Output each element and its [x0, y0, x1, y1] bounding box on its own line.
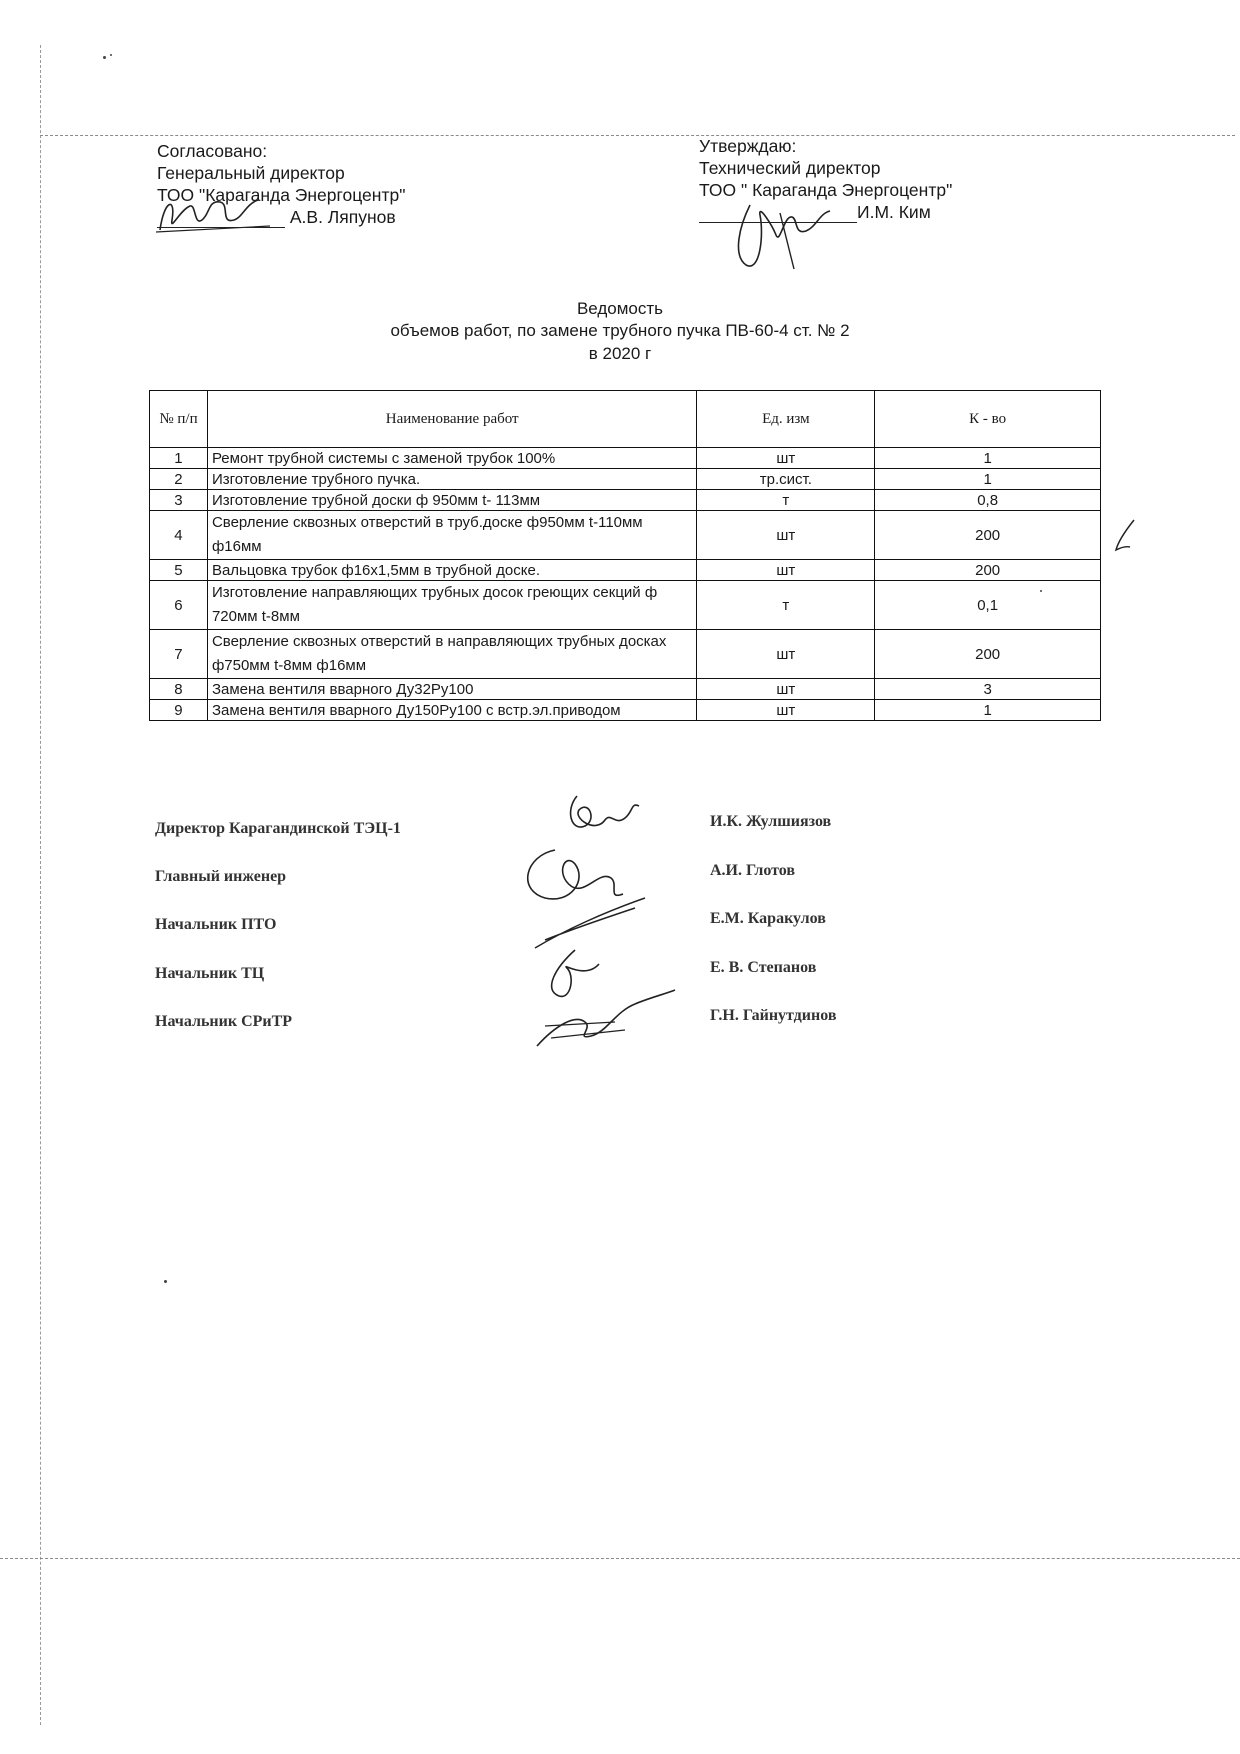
row-num: 5	[150, 560, 208, 581]
committee-name: Е. В. Степанов	[710, 959, 817, 976]
row-name: Изготовление трубной доски ф 950мм t- 113мм	[207, 490, 696, 511]
approval-left-label: Согласовано:	[157, 141, 268, 161]
table-row	[150, 469, 1101, 490]
row-name: Замена вентиля вварного Ду32Ру100	[207, 679, 696, 700]
row-qty: 0,1	[875, 581, 1101, 630]
signature-lyapunov	[150, 190, 280, 238]
row-qty: 200	[875, 560, 1101, 581]
signature-kim	[720, 195, 840, 275]
committee-position: Начальник ПТО	[155, 916, 277, 933]
row-num: 3	[150, 490, 208, 511]
row-num: 7	[150, 630, 208, 679]
committee-position: Начальник ТЦ	[155, 965, 265, 982]
row-name: Сверление сквозных отверстий в направляющих трубных досках ф750мм t-8мм ф16мм	[207, 630, 696, 679]
row-qty: 200	[875, 630, 1101, 679]
scan-bottom-border	[0, 1558, 1240, 1559]
row-num: 8	[150, 679, 208, 700]
row-unit: шт	[697, 511, 875, 560]
committee-name: А.И. Глотов	[710, 862, 796, 879]
row-qty: 200	[875, 511, 1101, 560]
committee-name: Г.Н. Гайнутдинов	[710, 1007, 837, 1024]
table-header-row	[150, 391, 1101, 448]
approval-right-name: И.М. Ким	[857, 202, 931, 222]
approval-right-label: Утверждаю:	[699, 136, 797, 156]
row-name: Сверление сквозных отверстий в труб.доске ф950мм t-110мм ф16мм	[207, 511, 696, 560]
approval-right-company: ТОО " Караганда Энергоцентр"	[699, 180, 953, 200]
header-unit: Ед. изм	[697, 391, 875, 448]
scan-top-border	[40, 135, 1235, 136]
row-qty: 1	[875, 469, 1101, 490]
row-name: Замена вентиля вварного Ду150Ру100 с встр.эл.приводом	[207, 700, 696, 721]
works-table	[149, 390, 1101, 721]
row-num: 9	[150, 700, 208, 721]
table-row	[150, 560, 1101, 581]
row-unit: т	[697, 490, 875, 511]
header-qty: К - во	[875, 391, 1101, 448]
row-num: 2	[150, 469, 208, 490]
approval-right-position: Технический директор	[699, 158, 881, 178]
committee-position: Директор Карагандинской ТЭЦ-1	[155, 820, 401, 837]
scan-speck	[164, 1280, 167, 1283]
scan-left-edge	[40, 45, 41, 1725]
scan-speck	[103, 56, 106, 59]
row-unit: тр.сист.	[697, 469, 875, 490]
row-qty: 3	[875, 679, 1101, 700]
table-row	[150, 630, 1101, 679]
table-row	[150, 490, 1101, 511]
check-mark-icon	[1110, 516, 1140, 556]
row-unit: т	[697, 581, 875, 630]
committee-signatures	[515, 790, 685, 1060]
document-title-line3: в 2020 г	[588, 344, 652, 363]
row-unit: шт	[697, 560, 875, 581]
approval-left-company: ТОО "Караганда Энергоцентр"	[157, 185, 406, 205]
row-name: Изготовление направляющих трубных досок греющих секций ф 720мм t-8мм	[207, 581, 696, 630]
approval-left-position: Генеральный директор	[157, 163, 345, 183]
row-num: 4	[150, 511, 208, 560]
header-num: № п/п	[150, 391, 208, 448]
row-name: Ремонт трубной системы с заменой трубок 100%	[207, 448, 696, 469]
scan-speck	[110, 54, 112, 56]
row-num: 1	[150, 448, 208, 469]
table-row	[150, 511, 1101, 560]
committee-position: Начальник СРиТР	[155, 1013, 293, 1030]
row-qty: 0,8	[875, 490, 1101, 511]
row-qty: 1	[875, 448, 1101, 469]
row-unit: шт	[697, 448, 875, 469]
table-row	[150, 581, 1101, 630]
header-name: Наименование работ	[207, 391, 696, 448]
row-name: Вальцовка трубок ф16х1,5мм в трубной доске.	[207, 560, 696, 581]
table-row	[150, 679, 1101, 700]
approval-left-name: А.В. Ляпунов	[289, 207, 396, 227]
row-unit: шт	[697, 679, 875, 700]
row-unit: шт	[697, 630, 875, 679]
row-qty: 1	[875, 700, 1101, 721]
row-unit: шт	[697, 700, 875, 721]
table-row	[150, 700, 1101, 721]
document-title-line1: Ведомость	[576, 299, 664, 318]
row-num: 6	[150, 581, 208, 630]
row-name: Изготовление трубного пучка.	[207, 469, 696, 490]
committee-name: Е.М. Каракулов	[710, 910, 826, 927]
document-title-line2: объемов работ, по замене трубного пучка ПВ-60-4 ст. № 2	[390, 321, 850, 340]
committee-position: Главный инженер	[155, 868, 287, 885]
committee-name: И.К. Жулшиязов	[710, 813, 832, 830]
table-row	[150, 448, 1101, 469]
